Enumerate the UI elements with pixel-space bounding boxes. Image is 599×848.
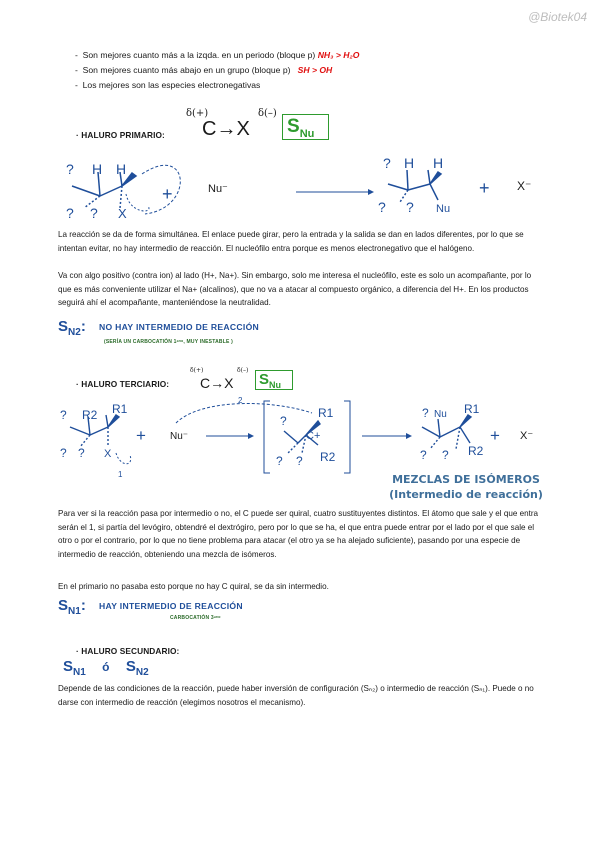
bullet-text: Son mejores cuanto más abajo en un grupo (bloque p) (82, 65, 291, 75)
substituent: ? (422, 406, 429, 420)
sn1-o-sn2: $S_{N1}$ ó $S_{N2}$ (63, 658, 149, 678)
bond (430, 184, 438, 200)
substituent: H (92, 161, 103, 177)
substituent: R2 (468, 444, 484, 458)
substituent: ? (280, 414, 287, 428)
leaving-group: X⁻ (520, 430, 534, 442)
substituent: H (433, 155, 444, 171)
primario-reaction-diagram (50, 148, 550, 226)
substituent: ? (60, 446, 67, 460)
plus-sign: + (490, 426, 500, 445)
bond (430, 437, 440, 449)
sn1-label: $S_{N1}$: (58, 597, 86, 617)
substituent: ? (66, 205, 74, 221)
step-number: 1 (118, 470, 123, 479)
step-number: 2 (238, 396, 243, 405)
bond (120, 186, 122, 208)
mezclas-subtitle: (Intermedio de reacción) (389, 488, 543, 501)
substituent: R1 (112, 402, 128, 416)
bullet-example: NH₃ > H₂O (317, 50, 360, 60)
snu-badge: $S_{Nu}$ (255, 370, 293, 390)
terciario-paragraph-2: En el primario no pasaba esto porque no hay C quiral, se da sin intermedio. (58, 582, 329, 591)
leaving-arrow (126, 194, 149, 211)
bond (284, 431, 298, 443)
substituent: ? (90, 205, 98, 221)
snu-badge: $S_{Nu}$ (282, 114, 329, 140)
plus-sign: + (479, 178, 490, 198)
reaction-arrowhead (248, 433, 254, 439)
substituent: ? (442, 448, 449, 462)
bullet-text: Los mejores son las especies electronegativas (82, 80, 261, 90)
bond (100, 186, 122, 196)
substituent: R2 (320, 450, 336, 464)
substituent: ? (60, 408, 67, 422)
sn2-label: $S_{N2}$: (58, 318, 86, 338)
terciario-paragraph-1: Para ver si la reacción pasa por intermedio o no, el C puede ser quiral, cuatro sustituyentes distintos. El átomo que sale y el que entra serán el 1, si partía del levógiro, obtendré el dextrógiro, pero por lo que se ha, el que entra puede entrar por el lado por el que sale el otro o por el contrario, por lo que no tiene problema para atacar (el otro ya se ha alejado suficiente), pasando por una especie de intermedio de reacción, obteniendo una mezcla de isómeros. (58, 509, 539, 559)
bond (408, 184, 430, 190)
substituent: Nu (436, 203, 451, 215)
substituent: ? (383, 155, 391, 171)
reaction-arrowhead (406, 433, 412, 439)
bond (440, 427, 460, 437)
delta-plus: δ(+) (186, 108, 209, 119)
nucleophile: Nu⁻ (170, 431, 189, 442)
primario-label: · HALURO PRIMARIO: (76, 130, 165, 140)
bond (460, 427, 470, 443)
plus-sign: + (162, 184, 173, 204)
bullet-item: - Los mejores son las especies electronegativas (75, 80, 261, 90)
substituent: X (118, 206, 127, 221)
substituent: ? (420, 448, 427, 462)
bond (106, 415, 108, 427)
sn1-note: CARBOCATIÓN 3ᵃʳᶦᵒ (170, 615, 221, 621)
sn2-heading: NO HAY INTERMEDIO DE REACCIÓN (99, 322, 260, 332)
mechanism-formula: C→X (202, 118, 250, 140)
substituent: Nu (434, 409, 447, 420)
bond (388, 184, 408, 190)
carbocation: C+ (306, 430, 321, 442)
bond (90, 427, 108, 435)
secundario-paragraph: Depende de las condiciones de la reacción, puede haber inversión de configuración (Sₙ₂) o intermedio de reacción (Sₙ₁). Puede o no darse con intermedio de reacción (elegimos nosotros el mecanismo). (58, 684, 534, 707)
bullet-text: Son mejores cuanto más a la izqda. en un periodo (bloque p) (82, 50, 316, 60)
wedge-bond (430, 172, 441, 184)
leaving-group: X⁻ (517, 179, 532, 193)
bullet-example: SH > OH (297, 65, 333, 75)
primario-paragraph-1: La reacción se da de forma simultánea. El enlace puede girar, pero la entrada y la salida se dan en lados diferentes, por lo que se intentan evitar, no hay intermedio de reacción. El nucleófilo entra porque es menos electronegativo que el halógeno. (58, 230, 524, 253)
bond (288, 443, 298, 453)
bullet-list (75, 48, 359, 93)
terciario-label: · HALURO TERCIARIO: (76, 379, 170, 389)
substituent: ? (378, 199, 386, 215)
nucleophile: Nu⁻ (208, 183, 228, 195)
substituent: ? (66, 161, 74, 177)
bond (456, 427, 460, 449)
sn1-heading: HAY INTERMEDIO DE REACCIÓN (99, 601, 243, 611)
delta-plus: δ(+) (190, 367, 204, 374)
bond (407, 170, 408, 190)
attack-arrow (176, 404, 312, 423)
substituent: H (404, 155, 415, 171)
wedge-bond (108, 415, 119, 427)
substituent: ? (296, 454, 303, 468)
delta-minus: δ(–) (237, 367, 249, 374)
bond (72, 186, 100, 196)
mechanism-formula: C→X (200, 375, 234, 391)
substituent: R1 (318, 406, 334, 420)
plus-sign: + (136, 426, 146, 445)
bond (70, 427, 90, 435)
substituent: ? (406, 199, 414, 215)
watermark: @Biotek04 (528, 10, 587, 24)
mezclas-title: MEZCLAS DE ISÓMEROS (392, 473, 540, 486)
substituent: ? (78, 446, 85, 460)
substituent: H (116, 161, 127, 177)
bond (422, 427, 440, 437)
bullet-item: - Son mejores cuanto más a la izqda. en un periodo (bloque p) NH₃ > H₂O (75, 50, 360, 60)
substituent: ? (276, 454, 283, 468)
primario-paragraph-2: Va con algo positivo (contra ion) al lado (H+, Na+). Sin embargo, solo me interesa el nucleófilo, este es solo un acompañante, por lo que es más conveniente utilizar el Na+ (alcalinos), que no va a atacar al compuesto orgánico, a diferencia del H+. En los productos seguirá ahí el acompañante, manteniéndose la neutralidad. (58, 271, 532, 308)
substituent: R1 (464, 402, 480, 416)
bullet-item: - Son mejores cuanto más abajo en un grupo (bloque p) SH > OH (75, 65, 333, 75)
bond (428, 170, 430, 184)
wedge-bond (460, 415, 471, 427)
sn2-note: (SERÍA UN CARBOCATIÓN 1ᵃʳᶦᵒ, MUY INESTABLE ) (104, 339, 233, 345)
leaving-arrow (116, 453, 131, 464)
mezclas-isomeros (380, 472, 552, 502)
reaction-arrowhead (368, 189, 374, 195)
delta-minus: δ(–) (258, 108, 277, 119)
bond (438, 419, 440, 437)
terciario-reaction-diagram (50, 393, 550, 481)
secundario-label: · HALURO SECUNDARIO: (76, 646, 180, 656)
substituent: X (104, 448, 112, 460)
substituent: R2 (82, 408, 98, 422)
